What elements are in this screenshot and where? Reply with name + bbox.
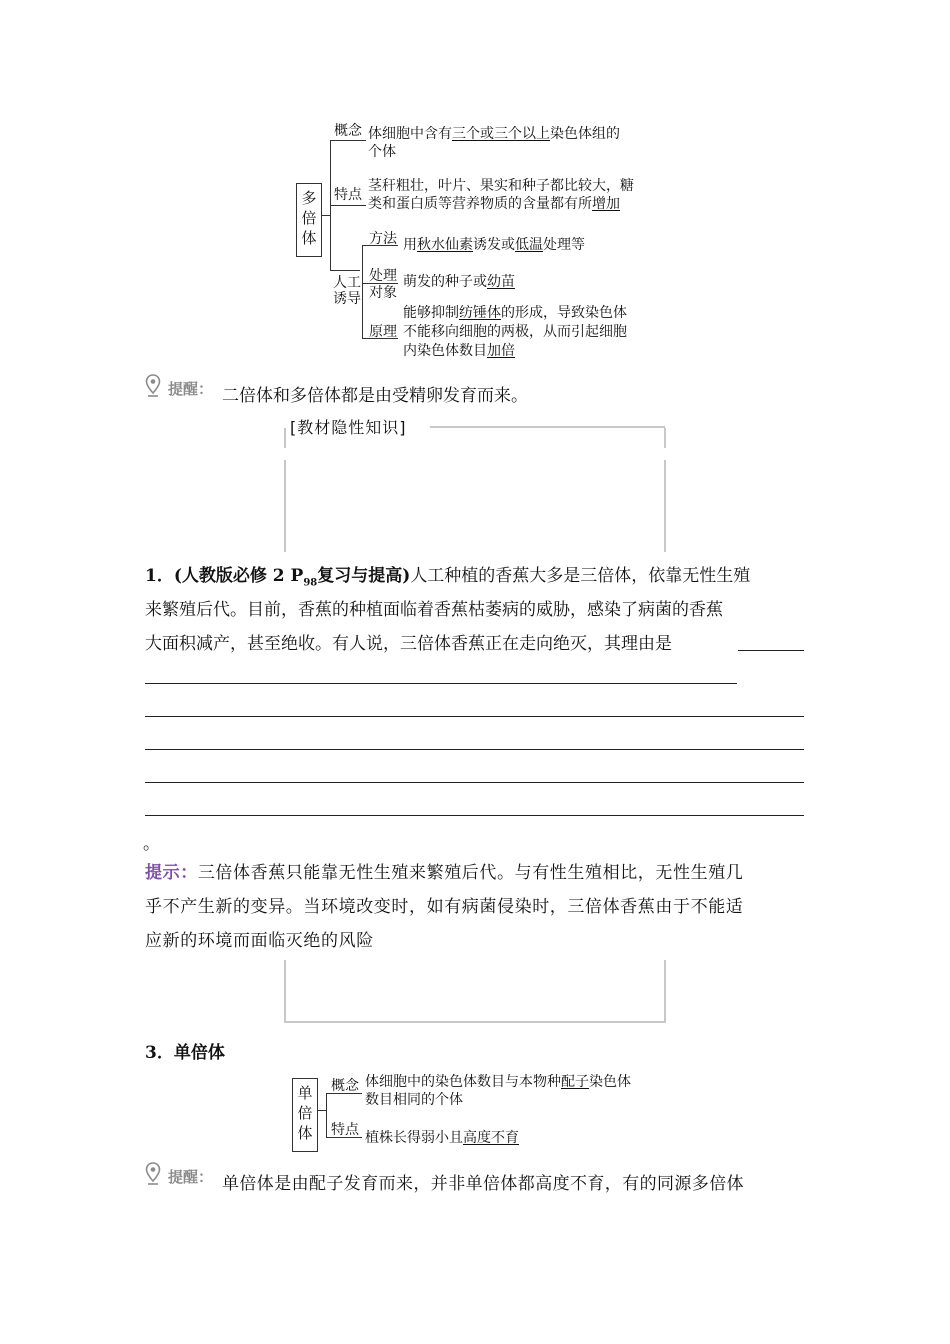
- tip-2-label: 提醒：: [168, 1168, 214, 1186]
- section-box-title: [教材隐性知识]: [290, 418, 407, 437]
- polyploid-title: 多倍体: [301, 189, 317, 247]
- polyploid-artificial-label: 人工 诱导: [333, 275, 361, 307]
- polyploid-concept-text: 体细胞中含有三个或三个以上染色体组的: [368, 126, 620, 142]
- question-source: (人教版必修 2 $P_{98}$复习与提高): [173, 566, 411, 589]
- method-text: 用秋水仙素诱发或低温处理等: [403, 237, 585, 253]
- principle-text1: 能够抑制纺锤体的形成，导致染色体: [403, 305, 627, 321]
- question-1-line3: 大面积减产，甚至绝收。有人说，三倍体香蕉正在走向绝灭，其理由是: [145, 634, 672, 654]
- hint-line2: 乎不产生新的变异。当环境改变时，如有病菌侵染时，三倍体香蕉由于不能适: [145, 897, 744, 917]
- tip-1-text: 二倍体和多倍体都是由受精卵发育而来。: [222, 386, 528, 406]
- section-3-heading: 3．单倍体: [145, 1043, 225, 1063]
- answer-line-5[interactable]: [145, 815, 804, 816]
- principle-label: 原理: [369, 324, 397, 340]
- haploid-concept-text2: 数目相同的个体: [365, 1092, 463, 1108]
- question-1-end: 。: [143, 834, 160, 854]
- haploid-concept-text1: 体细胞中的染色体数目与本物种配子染色体: [365, 1074, 631, 1090]
- polyploid-concept-label: 概念: [334, 123, 362, 139]
- question-1-line1: 1．(人教版必修 2 $P_{98}$复习与提高)人工种植的香蕉大多是三倍体，依靠无性生殖: [145, 566, 751, 589]
- tip-1-label: 提醒：: [168, 380, 214, 398]
- principle-text3: 内染色体数目加倍: [403, 343, 515, 359]
- polyploid-concept-text2: 个体: [368, 144, 396, 160]
- location-pin-icon: [145, 374, 161, 398]
- object-label: 处理 对象: [369, 268, 397, 301]
- haploid-feature-text: 植株长得弱小且高度不育: [365, 1130, 519, 1146]
- hint-line1: 提示：三倍体香蕉只能靠无性生殖来繁殖后代。与有性生殖相比，无性生殖几: [145, 863, 744, 883]
- hint-line3: 应新的环境而面临灭绝的风险: [145, 931, 374, 951]
- answer-line-0[interactable]: [738, 650, 804, 651]
- hint-label: 提示：: [145, 863, 198, 883]
- answer-line-1[interactable]: [145, 683, 737, 684]
- haploid-title-box: [292, 1078, 318, 1152]
- answer-line-2[interactable]: [145, 716, 804, 717]
- method-label: 方法: [369, 231, 397, 247]
- principle-text2: 不能移向细胞的两极，从而引起细胞: [403, 324, 627, 340]
- object-text: 萌发的种子或幼苗: [403, 274, 515, 290]
- question-1-line2: 来繁殖后代。目前，香蕉的种植面临着香蕉枯萎病的威胁，感染了病菌的香蕉: [145, 600, 723, 620]
- answer-line-4[interactable]: [145, 782, 804, 783]
- answer-line-3[interactable]: [145, 749, 804, 750]
- polyploid-title-box: [296, 183, 322, 257]
- polyploid-feature-text1: 茎秆粗壮，叶片、果实和种子都比较大，糖: [368, 178, 634, 194]
- tip-2-text: 单倍体是由配子发育而来，并非单倍体都高度不育，有的同源多倍体: [222, 1174, 744, 1194]
- polyploid-feature-label: 特点: [334, 187, 362, 203]
- haploid-title: 单倍体: [297, 1084, 313, 1142]
- haploid-feature-label: 特点: [331, 1122, 359, 1138]
- haploid-concept-label: 概念: [331, 1078, 359, 1094]
- location-pin-icon: [145, 1162, 161, 1186]
- polyploid-feature-text2: 类和蛋白质等营养物质的含量都有所增加: [368, 196, 620, 212]
